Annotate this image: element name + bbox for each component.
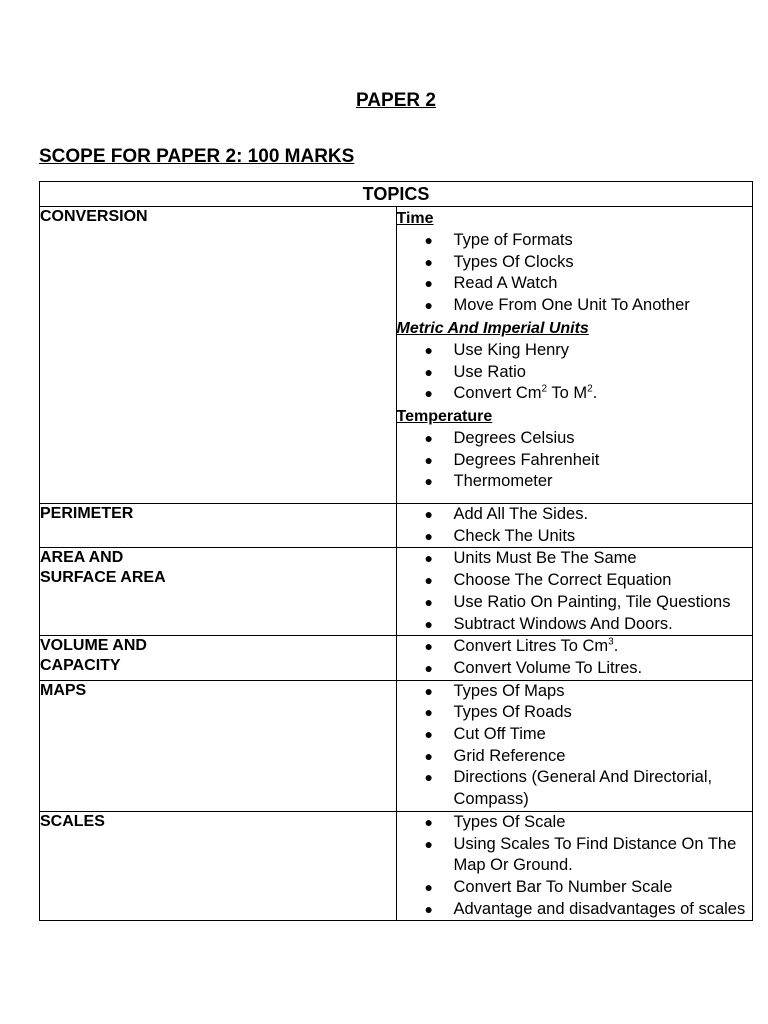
list-item: ● Degrees Fahrenheit bbox=[397, 450, 753, 472]
bullet-icon: ● bbox=[424, 385, 433, 402]
list-item: ● Directions (General And Directorial, Compass) bbox=[424, 768, 713, 809]
list-item: ● Types Of Clocks bbox=[397, 252, 753, 274]
list-item: ● Convert Cm$^2$ To $M^2$. bbox=[397, 383, 753, 405]
bullet-icon: ● bbox=[424, 704, 433, 721]
list-item: ● Grid Reference bbox=[397, 746, 753, 768]
bullet-icon: ● bbox=[424, 682, 433, 699]
list-item: ● Types Of Scale bbox=[397, 812, 753, 834]
maps-items bbox=[396, 680, 753, 811]
perimeter-row bbox=[40, 504, 753, 548]
bullet-icon: ● bbox=[424, 593, 433, 610]
temperature-list bbox=[397, 428, 753, 493]
topics-header: TOPICS bbox=[40, 182, 753, 207]
time-list bbox=[397, 230, 753, 317]
bullet-icon: ● bbox=[424, 451, 433, 468]
area-list bbox=[397, 548, 753, 635]
bullet-icon: ● bbox=[424, 747, 433, 764]
list-item: ● Degrees Celsius bbox=[397, 428, 753, 450]
volume-list bbox=[397, 636, 753, 679]
bullet-icon: ● bbox=[424, 363, 433, 380]
list-item: ● Check The Units bbox=[397, 526, 753, 548]
list-item: ● Use Ratio bbox=[397, 362, 753, 384]
scales-list bbox=[397, 812, 753, 921]
volume-items bbox=[396, 636, 753, 680]
list-item: ● Use King Henry bbox=[397, 340, 753, 362]
list-item: ● Type of Formats bbox=[397, 230, 753, 252]
scales-items bbox=[396, 811, 753, 921]
topic-conversion: CONVERSION bbox=[40, 207, 397, 504]
bullet-icon: ● bbox=[424, 900, 433, 917]
topic-scales: SCALES bbox=[40, 811, 397, 921]
list-item: ● Convert Bar To Number Scale bbox=[397, 877, 753, 899]
bullet-icon: ● bbox=[424, 769, 433, 786]
list-item: ● Thermometer bbox=[397, 471, 753, 493]
list-item: ● Add All The Sides. bbox=[397, 504, 753, 526]
perimeter-list bbox=[397, 504, 753, 547]
list-item: ● Types Of Roads bbox=[397, 702, 753, 724]
bullet-icon: ● bbox=[424, 253, 433, 270]
bullet-icon: ● bbox=[424, 275, 433, 292]
list-item: ● Subtract Windows And Doors. bbox=[397, 614, 753, 636]
table-header-row bbox=[40, 182, 753, 207]
area-row bbox=[40, 548, 753, 636]
bullet-icon: ● bbox=[424, 473, 433, 490]
bullet-icon: ● bbox=[424, 835, 433, 852]
perimeter-items bbox=[396, 504, 753, 548]
maps-row bbox=[40, 680, 753, 811]
conversion-items bbox=[396, 207, 753, 504]
list-item: ● Use Ratio On Painting, Tile Questions bbox=[397, 592, 753, 614]
section-time: Time bbox=[396, 210, 434, 227]
bullet-icon: ● bbox=[424, 550, 433, 567]
list-item: ● Advantage and disadvantages of scales bbox=[397, 899, 753, 921]
section-temperature: Temperature bbox=[396, 407, 493, 425]
scope-heading: SCOPE FOR PAPER 2: 100 MARKS bbox=[39, 146, 355, 167]
list-item: ● Read A Watch bbox=[397, 273, 753, 295]
bullet-icon: ● bbox=[424, 659, 433, 676]
list-item: ● Convert Litres To Cm$^3$. bbox=[397, 636, 753, 658]
topic-area: AREA AND SURFACE AREA bbox=[40, 548, 397, 636]
list-item: ● Convert Volume To Litres. bbox=[397, 658, 753, 680]
conversion-row bbox=[40, 207, 753, 504]
bullet-icon: ● bbox=[424, 527, 433, 544]
volume-row bbox=[40, 636, 753, 680]
bullet-icon: ● bbox=[424, 297, 433, 314]
topic-volume: VOLUME AND CAPACITY bbox=[40, 636, 397, 680]
list-item: ● Using Scales To Find Distance On The Map Or Ground. bbox=[424, 834, 737, 875]
metric-list bbox=[397, 340, 753, 405]
list-item: ● Move From One Unit To Another bbox=[397, 295, 753, 317]
topics-table bbox=[39, 181, 753, 921]
bullet-icon: ● bbox=[424, 572, 433, 589]
bullet-icon: ● bbox=[424, 341, 433, 358]
section-metric: Metric And Imperial Units bbox=[396, 319, 589, 337]
bullet-icon: ● bbox=[424, 726, 433, 743]
scales-row bbox=[40, 811, 753, 921]
list-item: ● Units Must Be The Same bbox=[397, 548, 753, 570]
list-item: ● Choose The Correct Equation bbox=[397, 570, 753, 592]
bullet-icon: ● bbox=[424, 638, 433, 655]
list-item: ● Types Of Maps bbox=[397, 681, 753, 703]
bullet-icon: ● bbox=[424, 878, 433, 895]
bullet-icon: ● bbox=[424, 506, 433, 522]
maps-list bbox=[397, 681, 753, 811]
bullet-icon: ● bbox=[424, 813, 433, 830]
topic-maps: MAPS bbox=[40, 680, 397, 811]
area-items bbox=[396, 548, 753, 636]
bullet-icon: ● bbox=[424, 232, 433, 248]
page-title: PAPER 2 bbox=[356, 90, 436, 111]
list-item: ● Cut Off Time bbox=[397, 724, 753, 746]
topic-perimeter: PERIMETER bbox=[40, 504, 397, 548]
bullet-icon: ● bbox=[424, 615, 433, 632]
bullet-icon: ● bbox=[424, 429, 433, 446]
